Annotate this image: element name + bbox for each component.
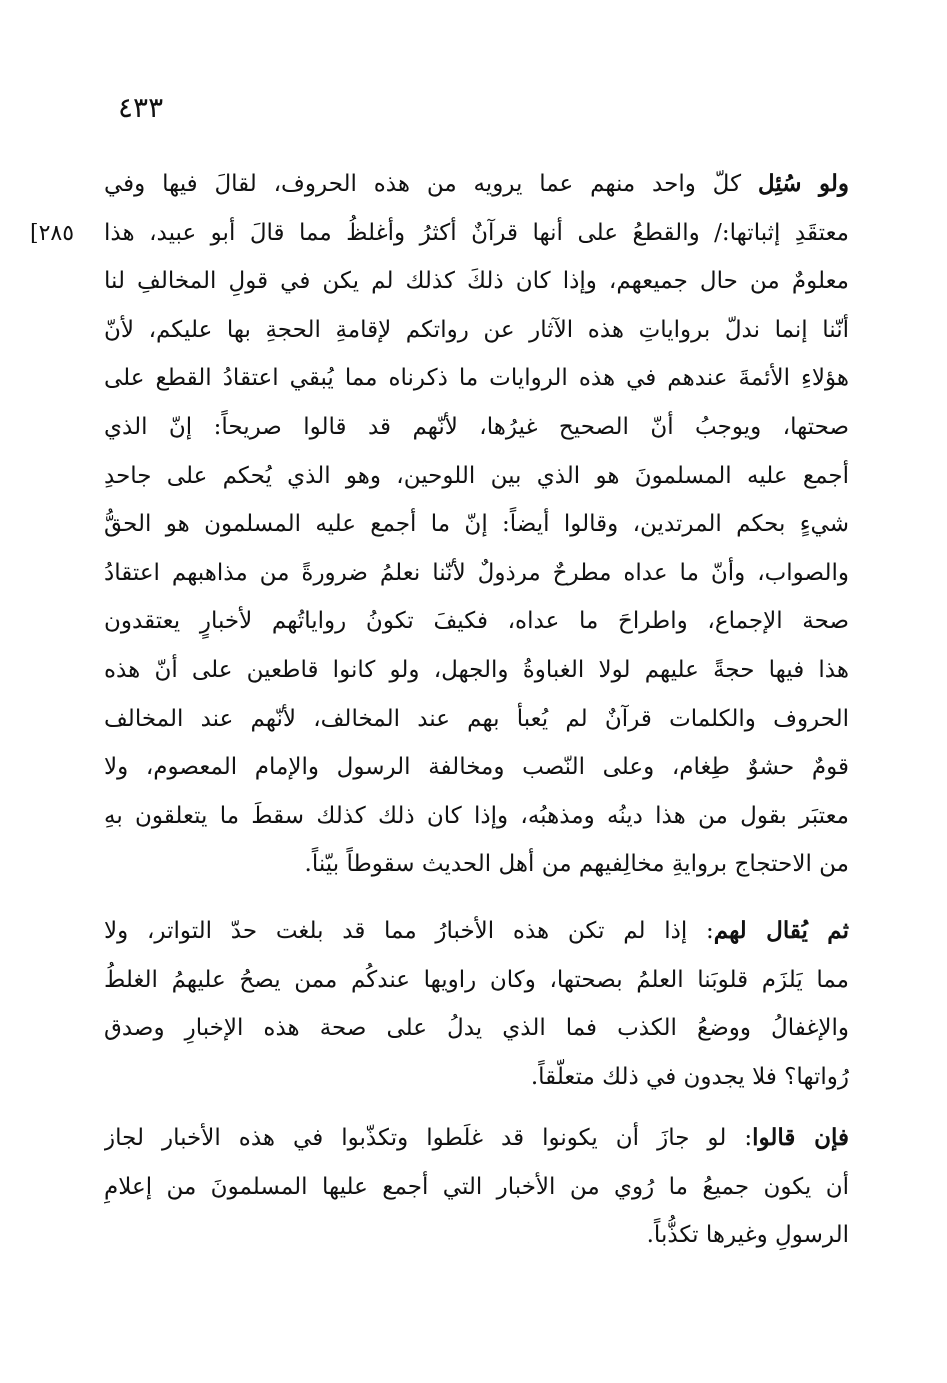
text-line [104, 160, 849, 209]
paragraph-lead: ثم يُقال لهم [713, 917, 849, 944]
text-line: الرسولِ وغيرها تكذُّباً. [646, 1222, 849, 1249]
paragraph-2 [104, 907, 849, 1101]
page-number: ٤٣٣ [118, 91, 164, 124]
text-line: صحة الإجماع، واطراحَ ما عداه، فكيفَ تكونُ رواياتُهم لأخبارٍ يعتقدون [104, 608, 849, 635]
paragraph-1 [104, 160, 849, 889]
text-line: أن يكون جميعُ ما رُوي من الأخبار التي أجمع عليها المسلمونَ من إعلامِ [104, 1173, 849, 1200]
text-line: معتقَدِ إثباتها:/ والقطعُ على أنها قرآنٌ أكثرُ وأغلظُ مما قالَ أبو عبيد، هذا [104, 219, 849, 246]
text-line: معلومٌ من حال جميعهم، وإذا كان ذلكَ كذلك لم يكن في قولِ المخالفِ لنا [104, 268, 849, 295]
text-line: أجمع عليه المسلمونَ هو الذي بين اللوحين، وهو الذي يُحكم على جاحدِ [104, 462, 849, 489]
line-text: : لو جازَ أن يكونوا قد غلَطوا وتكذّبوا في هذه الأخبار لجاز [104, 1125, 753, 1151]
text-line: الحروف والكلمات قرآنٌ لم يُعبأ بهم عند المخالف، لأنّهم عند المخالف [104, 705, 849, 732]
paragraph-lead: ولو سُئِل [757, 170, 849, 197]
text-line: من الاحتجاج بروايةِ مخالِفيهم من أهل الحديث سقوطاً بيّناً. [304, 851, 849, 878]
text-line: رُواتها؟ فلا يجدون في ذلك متعلّقاً. [530, 1063, 849, 1090]
paragraph-3 [104, 1114, 849, 1260]
paragraph-lead: فإن قالوا [752, 1124, 849, 1151]
text-line: والإغفالُ ووضعُ الكذب فما الذي يدلُ على صحة هذه الإخبارِ وصدق [104, 1015, 849, 1042]
text-line [104, 1114, 849, 1163]
text-line: شيءٍ بحكم المرتدين، وقالوا أيضاً: إنّ ما أجمع عليه المسلمون هو الحقُّ [104, 511, 849, 538]
text-line: هؤلاءِ الأئمةَ عندهم في هذه الروايات ما ذكرناه مما يُبقي اعتقادُ القطع على [104, 365, 849, 392]
margin-reference: [٢٨٥ [30, 221, 75, 246]
text-line: والصواب، وأنّ ما عداه مطرحٌ مرذولٌ لأنّنا نعلمُ ضرورةً من مذاهبهم اعتقادُ [104, 559, 849, 586]
text-line: مما يَلزَم قلوبَنا العلمُ بصحتها، وكان راويها عندكُم ممن يصحُ عليهمُ الغلطُ [104, 966, 849, 993]
text-line: قومٌ حشوٌ طِغام، وعلى النّصب ومخالفة الرسول والإمام المعصوم، ولا [104, 754, 849, 781]
line-text: كلّ واحد منهم عما يرويه من هذه الحروف، لقالَ فيها وفي [104, 171, 758, 197]
text-line: هذا فيها حجةً عليهم لولا الغباوةُ والجهل، ولو كانوا قاطعين على أنّ هذه [104, 656, 849, 683]
text-line: أنّنا إنما ندلّ برواياتِ هذه الآثار عن رواتكم لإقامةِ الحجةِ بها عليكم، لأنّ [104, 316, 849, 343]
text-line: معتبَر بقول من هذا دينُه ومذهبُه، وإذا كان ذلك كذلك سقطَ ما يتعلقون بهِ [104, 802, 849, 829]
text-line [104, 907, 849, 956]
text-line: صحتها، ويوجبُ أنّ الصحيح غيرُها، لأنّهم قد قالوا صريحاً: إنّ الذي [104, 413, 849, 440]
line-text: : إذا لم تكن هذه الأخبارُ مما قد بلغت حدّ التواتر، ولا [104, 918, 714, 944]
